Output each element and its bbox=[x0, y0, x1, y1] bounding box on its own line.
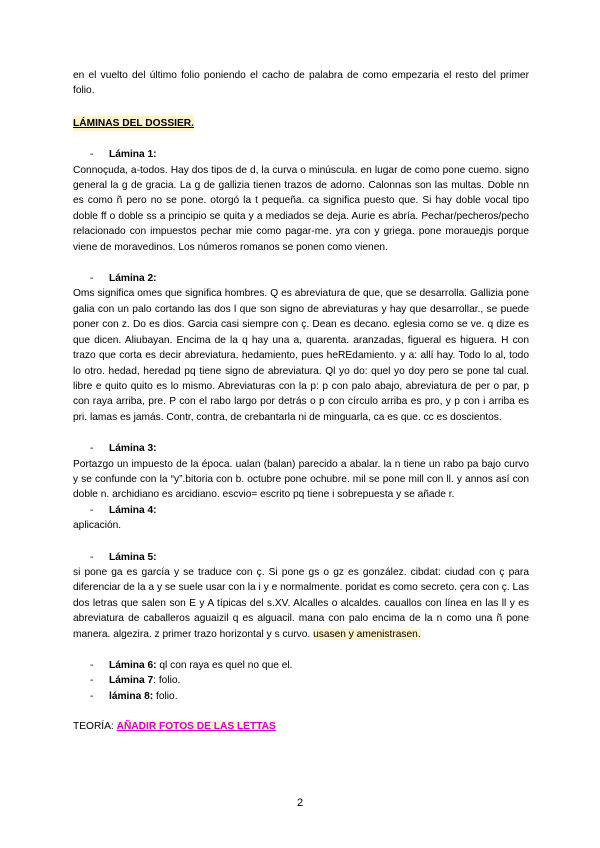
list-item: - lámina 8: folio. bbox=[73, 689, 529, 704]
lamina-2-label: - Lámina 2: bbox=[73, 271, 529, 286]
lamina-4-text: aplicación. bbox=[73, 520, 122, 532]
lamina-3-label: - Lámina 3: bbox=[73, 441, 529, 456]
intro-paragraph: en el vuelto del último folio poniendo el cacho de palabra de como empezaria el resto del primer folio. bbox=[73, 70, 529, 97]
list-item: - Lámina 6: ql con raya es quel no que el. bbox=[73, 658, 529, 673]
bullet-dash: - bbox=[90, 504, 94, 516]
bullet-dash: - bbox=[90, 551, 94, 563]
summary-list bbox=[73, 658, 529, 704]
lamina-2-text: Oms significa omes que significa hombres. Q es abreviatura de que, que se desarrolla. Gallizia pone galia con un palo cortando las dos l que son signo de abreviaturas y hay que desarrollar., se puede poner con z. Do es dios. Garcia casi siempre con ç. Dean es decano. eglesia como se ve. q dize es que dicen. Aliubayan. Encima de la q hay una a, quarenta. aranzadas, figueral es higuera. H con trazo que corta es decir abreviatura. hedamiento, pues heREdamiento. y a: allí hay. Todo lo al, todo lo otro. hedad, heredad pq tiene signo de abreviatura. Ql yo do: quel yo doy pero se pone tal cual. libre e quito quito es lo mismo. Abreviaturas con la p: p con palo abajo, abreviatura de per o par, p con raya arriba, pre. P con el rabo largo por detrás o p con círculo arriba es pro, y p con i arriba es pri. lamas es jamás. Contr, contra, de crebantarla ni de minguarla, ca es que. cc es doscientos. bbox=[73, 288, 529, 423]
lamina-2-block bbox=[73, 271, 529, 425]
bullet-dash: - bbox=[90, 690, 94, 702]
lamina-4-block bbox=[73, 503, 529, 534]
document-page bbox=[73, 68, 529, 735]
list-item: - Lámina 7: folio. bbox=[73, 673, 529, 688]
lamina-4-label: - Lámina 4: bbox=[73, 503, 529, 518]
section-heading-wrap bbox=[73, 116, 529, 147]
lamina-3-block bbox=[73, 441, 529, 503]
bullet-dash: - bbox=[90, 149, 94, 161]
lamina-1-label: - Lámina 1: bbox=[73, 147, 529, 162]
lamina-5-block bbox=[73, 550, 529, 642]
lamina-3-text: Portazgo un impuesto de la época. ualan (balan) parecido a abalar. la n tiene un rabo pa bajo curvo y se confunde con la “y”.bitoria con b. octubre pone ochubre. mil se pone mill con ll. y annos así con doble n. archidiano es arcidiano. escvio= escrito pq tiene i sobrepuesta y se añade r. bbox=[73, 458, 529, 501]
lamina-1-text: Connoçuda, a-todos. Hay dos tipos de d, la curva o minúscula. en lugar de como pone cuemo. signo general la g de gracia. La g de gallizia tienen trazos de adorno. Calonnas son las multas. Doble nn es como ñ pero no se pone. otorgó la t pequeña. ca significa puesto que. Si hay doble vocal tipo doble ff o doble ss a principio se quita y a mediados se deja. Aurie es abría. Pechar/pecheros/pecho relacionado con impuestos pechar mie como pagar-me. yra con y griega. pone moraueдis porque viene de moravedinos. Los números romanos se ponen como vienen. bbox=[73, 164, 529, 253]
section-heading: LÁMINAS DEL DOSSIER. bbox=[73, 116, 194, 131]
bullet-dash: - bbox=[90, 443, 94, 455]
lamina-5-label: - Lámina 5: bbox=[73, 550, 529, 565]
page-number: 2 bbox=[296, 797, 304, 809]
theory-link[interactable]: AÑADIR FOTOS DE LAS LETTAS bbox=[116, 721, 276, 733]
theory-line bbox=[73, 719, 529, 734]
theory-prefix: TEORÍA: bbox=[73, 721, 117, 733]
lamina-1-block bbox=[73, 147, 529, 255]
bullet-dash: - bbox=[90, 273, 94, 285]
lamina-5-text: si pone ga es garcía y se traduce con ç. Si pone gs o gz es gonzález. cibdat: ciudad con ç para diferenciar de la a y se suele usar con la i y e normalmente. poridat es como secreto. çera con ç. Las dos letras que salen son E y A típicas del s.XV. Alcalles o alcaldes. cauallos con línea en las ll y es abreviatura de caballeros aguaizil q es alguacil. mana con palo encima de la n como una ñ pone manera. algezira. z primer trazo horizontal y s curvo. usasen y amenistrasen. bbox=[73, 566, 529, 640]
bullet-dash: - bbox=[90, 660, 94, 671]
bullet-dash: - bbox=[90, 675, 94, 687]
highlighted-phrase: usasen y amenistrasen. bbox=[313, 628, 421, 640]
